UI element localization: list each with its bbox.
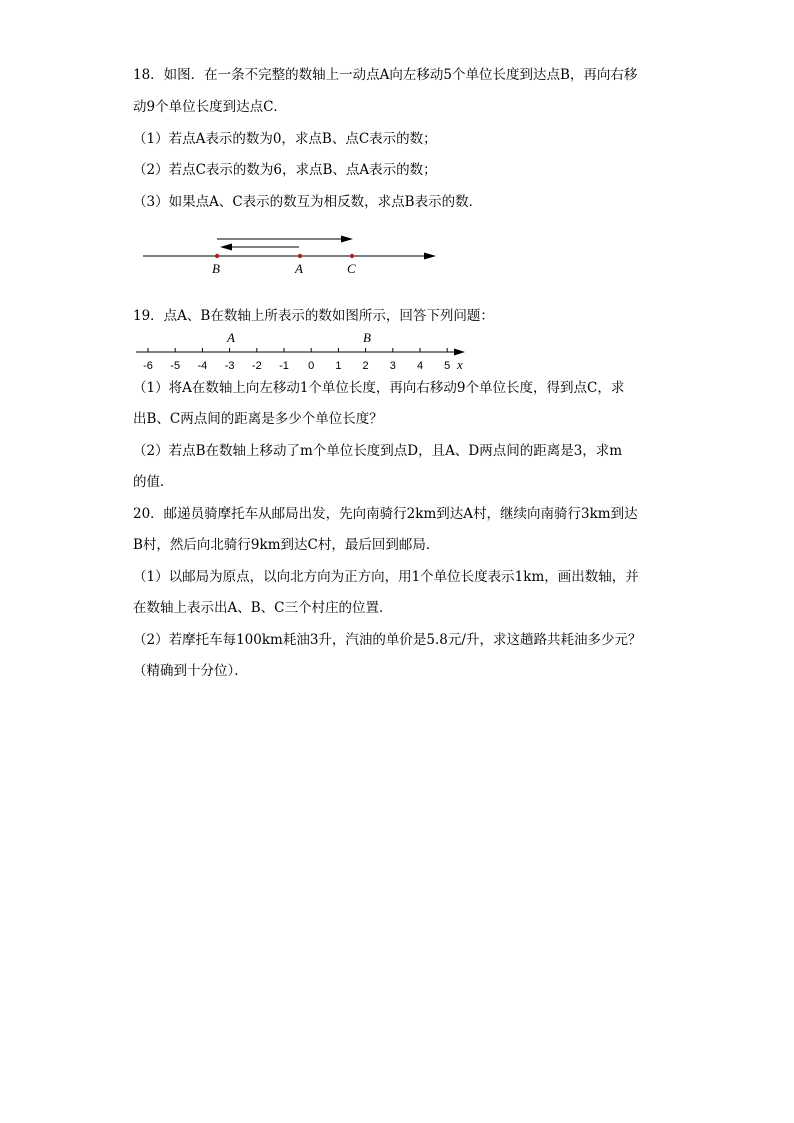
q18-point-a: [298, 254, 302, 258]
q19-tick-label: -2: [251, 360, 262, 372]
q19-tick-label: 5: [444, 360, 451, 372]
q19-label-b: B: [363, 330, 371, 345]
q19-tick-label: -4: [197, 360, 208, 372]
q19-tick-label: -5: [170, 360, 181, 372]
q18-sub2: （2）若点C表示的数为6，求点B、点A表示的数；: [133, 162, 437, 178]
q19-tick-label: 1: [335, 360, 342, 372]
q19-sub2-line1: （2）若点B在数轴上移动了m个单位长度到点D，且A、D两点间的距离是3，求m: [133, 443, 623, 459]
q20-line1: 20．邮递员骑摩托车从邮局出发，先向南骑行2km到达A村，继续向南骑行3km到达: [133, 506, 638, 522]
q19-sub2-line2: 的值．: [133, 474, 174, 490]
q19-tick-label: -3: [224, 360, 235, 372]
q19-tick-label: 3: [389, 360, 396, 372]
q19-label-a: A: [227, 330, 235, 345]
q19-sub1-line2: 出B、C两点间的距离是多少个单位长度？: [133, 411, 383, 427]
q18-move-left-arrowhead: [220, 244, 232, 251]
q19-tick-label: 2: [362, 360, 369, 372]
q18-label-a: A: [295, 261, 303, 276]
q19-tick-label: 0: [308, 360, 315, 372]
q18-sub3: （3）如果点A、C表示的数互为相反数，求点B表示的数．: [133, 194, 483, 210]
q18-point-b: [215, 254, 219, 258]
q20-line2: B村，然后向北骑行9km到达C村，最后回到邮局．: [133, 537, 440, 553]
q19-tick-label: -1: [279, 360, 289, 372]
q20-sub1-line1: （1）以邮局为原点，以向北方向为正方向，用1个单位长度表示1km，画出数轴，并: [133, 569, 639, 585]
q18-point-c: [350, 254, 354, 258]
q18-move-right-arrowhead: [341, 236, 353, 243]
q18-label-b: B: [212, 261, 220, 276]
q20-sub2-line2: （精确到十分位）．: [133, 663, 248, 679]
q19-tick-label: -6: [143, 360, 153, 372]
q18-line2: 动9个单位长度到达点C．: [133, 99, 287, 115]
q20-sub2-line1: （2）若摩托车每100km耗油3升，汽油的单价是5.8元/升，求这趟路共耗油多少元？: [133, 632, 642, 648]
q18-sub1: （1）若点A表示的数为0，求点B、点C表示的数；: [133, 131, 437, 147]
q18-axis-arrow: [424, 253, 436, 260]
q19-line1: 19．点A、B在数轴上所表示的数如图所示，回答下列问题：: [133, 308, 494, 324]
q19-tick-label: 4: [416, 360, 424, 372]
q19-axis-arrow: [454, 349, 465, 356]
q19-sub1-line1: （1）将A在数轴上向左移动1个单位长度，再向右移动9个单位长度，得到点C，求: [133, 380, 625, 396]
q18-label-c: C: [347, 261, 356, 276]
q18-line1: 18．如图．在一条不完整的数轴上一动点A向左移动5个单位长度到达点B，再向右移: [133, 67, 638, 83]
q20-sub1-line2: 在数轴上表示出A、B、C三个村庄的位置．: [133, 600, 393, 616]
q19-axis-var: x: [457, 357, 463, 372]
